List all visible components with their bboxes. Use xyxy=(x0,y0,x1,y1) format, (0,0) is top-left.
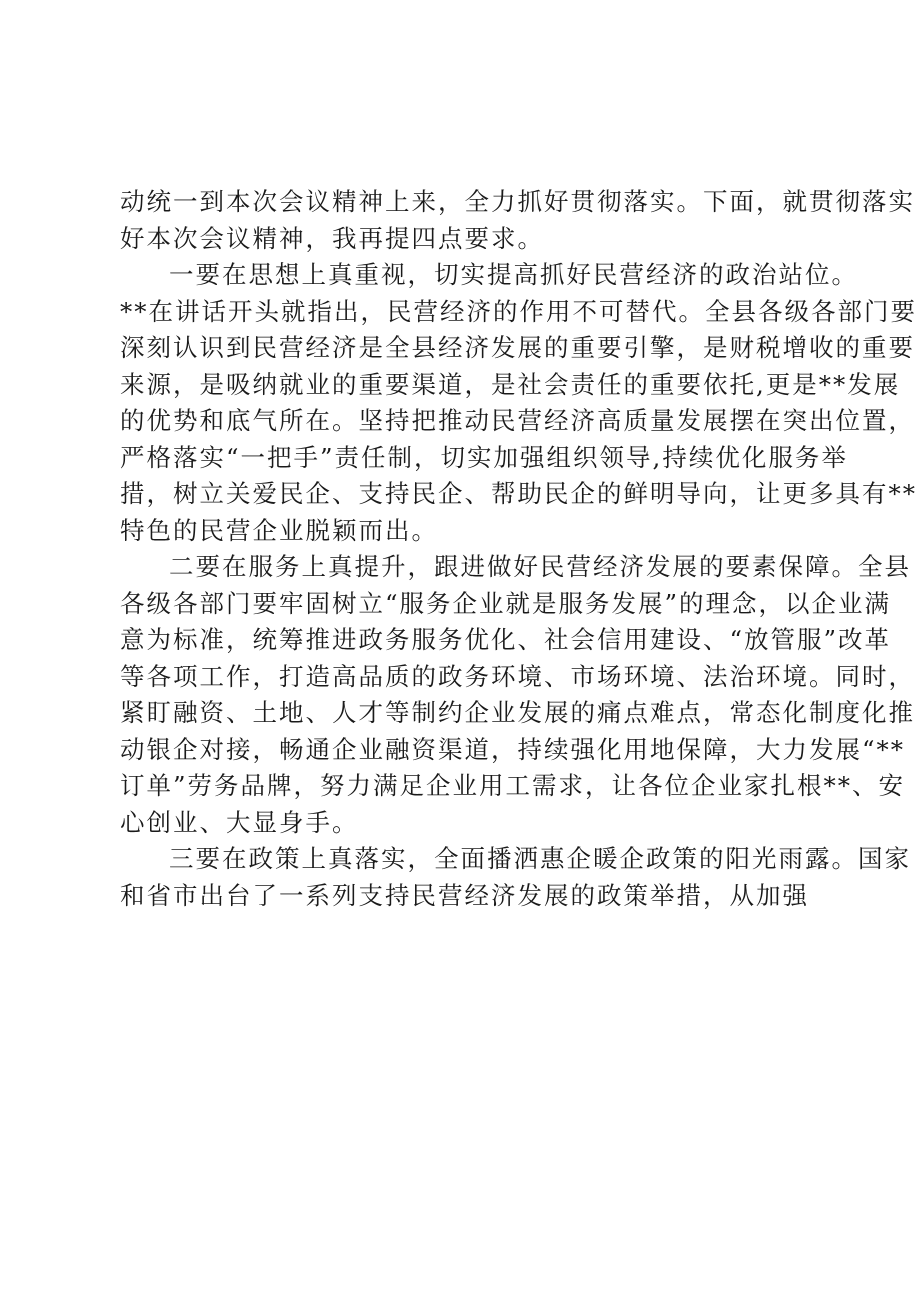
text-line: 紧盯融资、土地、人才等制约企业发展的痛点难点，常态化制度化推 xyxy=(120,698,915,727)
text-line: 意为标准，统筹推进政务服务优化、社会信用建设、“放管服”改革 xyxy=(120,625,892,654)
text-line: 好本次会议精神，我再提四点要求。 xyxy=(120,223,544,253)
paragraph-heading-1: 一要在思想上真重视，切实提高抓好民营经济的政治站位。 xyxy=(169,260,858,289)
text-line: 措，树立关爱民企、支持民企、帮助民企的鲜明导向，让更多具有** xyxy=(120,479,917,508)
text-line: 和省市出台了一系列支持民营经济发展的政策举措，从加强 xyxy=(120,880,809,910)
text-line: 的优势和底气所在。坚持把推动民营经济高质量发展摆在突出位置， xyxy=(120,406,915,435)
paragraph-heading-2: 二要在服务上真提升，跟进做好民营经济发展的要素保障。全县 xyxy=(169,552,911,581)
text-line: 心创业、大显身手。 xyxy=(120,807,359,837)
text-line: **在讲话开头就指出，民营经济的作用不可替代。全县各级各部门要 xyxy=(120,296,917,326)
text-line: 深刻认识到民营经济是全县经济发展的重要引擎，是财税增收的重要 xyxy=(120,333,915,362)
text-line: 严格落实“一把手”责任制，切实加强组织领导,持续优化服务举 xyxy=(120,442,848,472)
text-line: 特色的民营企业脱颖而出。 xyxy=(120,515,438,545)
text-line: 来源，是吸纳就业的重要渠道，是社会责任的重要依托,更是**发展 xyxy=(120,369,901,399)
text-line: 动银企对接，畅通企业融资渠道，持续强化用地保障，大力发展“** xyxy=(120,734,906,764)
text-line: 等各项工作，打造高品质的政务环境、市场环境、法治环境。同时， xyxy=(120,661,915,691)
document-body xyxy=(120,184,917,914)
text-line: 动统一到本次会议精神上来，全力抓好贯彻落实。下面，就贯彻落实 xyxy=(120,187,915,216)
text-line: 订单”劳务品牌，努力满足企业用工需求，让各位企业家扎根**、安 xyxy=(120,771,906,800)
paragraph-heading-3: 三要在政策上真落实，全面播洒惠企暖企政策的阳光雨露。国家 xyxy=(169,844,911,873)
text-line: 各级各部门要牢固树立“服务企业就是服务发展”的理念，以企业满 xyxy=(120,588,892,618)
